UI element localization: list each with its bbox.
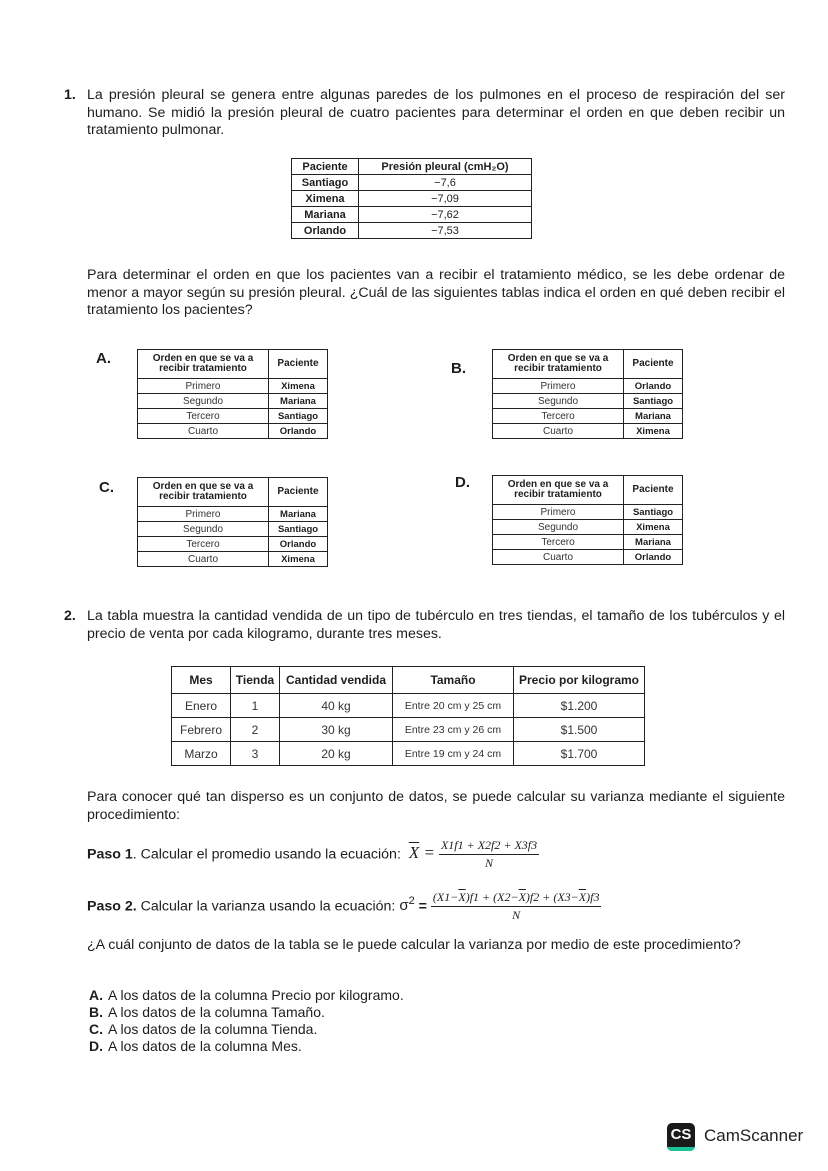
step-1-text: . Calcular el promedio usando la ecuación: — [132, 846, 401, 863]
table-row — [292, 191, 532, 207]
answer-c[interactable] — [89, 1021, 404, 1038]
cell-tienda: 3 — [231, 742, 280, 766]
header-tienda: Tienda — [231, 667, 280, 694]
header-paciente: Paciente — [269, 350, 328, 379]
patient-name: Mariana — [292, 207, 359, 223]
header-mes: Mes — [172, 667, 231, 694]
table-row — [138, 507, 328, 522]
header-presion: Presión pleural (cmH₂O) — [359, 159, 532, 175]
order-cell: Cuarto — [493, 550, 624, 565]
patient-cell: Ximena — [624, 520, 683, 535]
answer-text: A los datos de la columna Mes. — [108, 1038, 302, 1054]
sigma-char: σ — [399, 897, 409, 915]
option-d-table — [492, 475, 683, 565]
cell-tamano: Entre 19 cm y 24 cm — [393, 742, 514, 766]
patient-cell: Orlando — [624, 550, 683, 565]
patient-cell: Orlando — [269, 424, 328, 439]
table-header-row — [172, 667, 645, 694]
step-1-label: Paso 1 — [87, 846, 133, 863]
answer-a[interactable] — [89, 987, 404, 1004]
pressure-value: −7,53 — [359, 223, 532, 239]
header-tamano: Tamaño — [393, 667, 514, 694]
step-2-label: Paso 2. — [87, 898, 137, 915]
cell-precio: $1.700 — [514, 742, 645, 766]
cell-mes: Enero — [172, 694, 231, 718]
order-cell: Tercero — [138, 409, 269, 424]
tuber-table — [171, 666, 645, 766]
step-1-fraction — [439, 838, 539, 871]
cell-mes: Marzo — [172, 742, 231, 766]
question-1-prompt: Para determinar el orden en que los pacientes van a recibir el tratamiento médico, se les debe ordenar de menor a mayor según su presión pleural. ¿Cuál de las siguientes tablas indica el orden en qué deben recibir el tratamiento los pacientes? — [87, 267, 785, 318]
table-row — [493, 520, 683, 535]
table-row — [493, 379, 683, 394]
cell-mes: Febrero — [172, 718, 231, 742]
step-2-fraction — [431, 890, 602, 923]
table-row — [138, 522, 328, 537]
question-2-number: 2. — [64, 608, 76, 624]
cell-tamano: Entre 23 cm y 26 cm — [393, 718, 514, 742]
order-cell: Cuarto — [138, 552, 269, 567]
order-cell: Cuarto — [138, 424, 269, 439]
question-2-intro: La tabla muestra la cantidad vendida de un tipo de tubérculo en tres tiendas, el tamaño de los tubérculos y el precio de venta por cada kilogramo, durante tres meses. — [87, 608, 785, 642]
answer-label: B. — [89, 1004, 103, 1020]
table-row — [172, 694, 645, 718]
order-cell: Segundo — [138, 394, 269, 409]
order-cell: Tercero — [493, 535, 624, 550]
question-2-prompt: ¿A cuál conjunto de datos de la tabla se le puede calcular la varianza por medio de este procedimiento? — [87, 937, 741, 953]
num-part: )f1 + (X2− — [465, 890, 519, 904]
logo-accent-bar — [667, 1147, 695, 1151]
patient-cell: Santiago — [269, 409, 328, 424]
order-cell: Tercero — [138, 537, 269, 552]
patient-cell: Santiago — [624, 505, 683, 520]
sigma-symbol — [399, 897, 414, 914]
x-bar-symbol: $\overline{X}$ — [518, 890, 526, 904]
table-header-row — [292, 159, 532, 175]
x-bar-symbol: $\overline{X}$ — [408, 843, 420, 863]
patient-cell: Mariana — [624, 409, 683, 424]
num-part: )f2 + (X3− — [525, 890, 579, 904]
order-cell: Segundo — [493, 520, 624, 535]
table-row — [493, 505, 683, 520]
table-row — [292, 175, 532, 191]
table-row — [138, 379, 328, 394]
cell-tienda: 2 — [231, 718, 280, 742]
patient-cell: Orlando — [269, 537, 328, 552]
header-orden: Orden en que se va a recibir tratamiento — [493, 476, 624, 505]
table-row — [138, 537, 328, 552]
patient-cell: Santiago — [624, 394, 683, 409]
header-paciente: Paciente — [624, 476, 683, 505]
cell-precio: $1.500 — [514, 718, 645, 742]
procedure-intro: Para conocer qué tan disperso es un conjunto de datos, se puede calcular su varianza mediante el siguiente procedimiento: — [87, 789, 785, 823]
cell-cantidad: 20 kg — [280, 742, 393, 766]
logo-text: CS — [670, 1126, 692, 1143]
patient-cell: Santiago — [269, 522, 328, 537]
option-c-label[interactable]: C. — [99, 479, 114, 496]
option-d-label[interactable]: D. — [455, 474, 470, 491]
order-cell: Segundo — [138, 522, 269, 537]
table-row — [138, 394, 328, 409]
num-part: )f3 — [586, 890, 600, 904]
pressure-table — [291, 158, 532, 239]
patient-cell: Ximena — [269, 379, 328, 394]
pressure-value: −7,62 — [359, 207, 532, 223]
patient-name: Santiago — [292, 175, 359, 191]
answer-text: A los datos de la columna Tamaño. — [108, 1004, 325, 1020]
x-bar-symbol: $\overline{X}$ — [458, 890, 466, 904]
table-row — [292, 223, 532, 239]
order-cell: Primero — [493, 379, 624, 394]
table-row — [292, 207, 532, 223]
answer-b[interactable] — [89, 1004, 404, 1021]
header-orden: Orden en que se va a recibir tratamiento — [493, 350, 624, 379]
step-2-numerator — [431, 890, 602, 907]
order-cell: Cuarto — [493, 424, 624, 439]
patient-cell: Ximena — [269, 552, 328, 567]
patient-name: Ximena — [292, 191, 359, 207]
sigma-exponent: 2 — [408, 895, 415, 908]
question-1-intro: La presión pleural se genera entre algunas paredes de los pulmones en el proceso de respiración del ser humano. Se midió la presión pleural de cuatro pacientes para determinar el orden en que deben recibir un tratamiento pulmonar. — [87, 87, 785, 138]
order-cell: Tercero — [493, 409, 624, 424]
table-row — [138, 552, 328, 567]
step-1-lhs: $\overline{X}$ = — [408, 843, 435, 863]
patient-cell: Mariana — [269, 507, 328, 522]
table-row — [138, 424, 328, 439]
answer-list — [89, 987, 404, 1055]
pressure-value: −7,09 — [359, 191, 532, 207]
patient-name: Orlando — [292, 223, 359, 239]
cell-tamano: Entre 20 cm y 25 cm — [393, 694, 514, 718]
table-row — [493, 550, 683, 565]
header-paciente: Paciente — [269, 478, 328, 507]
step-2-text: Calcular la varianza usando la ecuación: — [136, 898, 396, 915]
header-precio: Precio por kilogramo — [514, 667, 645, 694]
option-b-table — [492, 349, 683, 439]
step-1 — [87, 838, 539, 871]
order-cell: Primero — [138, 507, 269, 522]
order-cell: Segundo — [493, 394, 624, 409]
option-a-label[interactable]: A. — [96, 350, 111, 367]
table-row — [493, 409, 683, 424]
num-part: (X1− — [432, 890, 459, 904]
header-orden: Orden en que se va a recibir tratamiento — [138, 350, 269, 379]
cell-tienda: 1 — [231, 694, 280, 718]
order-cell: Primero — [493, 505, 624, 520]
answer-label: D. — [89, 1038, 103, 1054]
cell-cantidad: 40 kg — [280, 694, 393, 718]
header-cantidad: Cantidad vendida — [280, 667, 393, 694]
table-row — [493, 535, 683, 550]
table-row — [172, 718, 645, 742]
step-1-numerator: X1f1 + X2f2 + X3f3 — [439, 838, 539, 855]
answer-label: A. — [89, 987, 103, 1003]
camscanner-logo-icon — [667, 1123, 695, 1151]
x-bar-symbol: $\overline{X}$ — [578, 890, 587, 904]
camscanner-brand: CamScanner — [704, 1126, 804, 1145]
option-b-label[interactable]: B. — [451, 360, 466, 377]
table-row — [172, 742, 645, 766]
patient-cell: Ximena — [624, 424, 683, 439]
step-1-denominator: N — [485, 856, 494, 870]
header-paciente: Paciente — [624, 350, 683, 379]
patient-cell: Mariana — [269, 394, 328, 409]
answer-text: A los datos de la columna Tienda. — [108, 1021, 318, 1037]
header-paciente: Paciente — [292, 159, 359, 175]
step-2: Paso 2. Calcular la varianza usando la ecuación: $\sigma^2$ = $\frac{(X1-\overline{X})f1 + (X2-\overline{X})f2 + (X3-\overline{X})f3}{N}$ — [87, 890, 600, 922]
option-a-table — [137, 349, 328, 439]
option-c-table — [137, 477, 328, 567]
table-row — [138, 409, 328, 424]
order-cell: Primero — [138, 379, 269, 394]
patient-cell: Mariana — [624, 535, 683, 550]
header-orden: Orden en que se va a recibir tratamiento — [138, 478, 269, 507]
table-row — [493, 394, 683, 409]
patient-cell: Orlando — [624, 379, 683, 394]
cell-precio: $1.200 — [514, 694, 645, 718]
answer-text: A los datos de la columna Precio por kilogramo. — [108, 987, 404, 1003]
answer-d[interactable] — [89, 1038, 404, 1055]
pressure-value: −7,6 — [359, 175, 532, 191]
question-1-number: 1. — [64, 87, 76, 103]
answer-label: C. — [89, 1021, 103, 1037]
cell-cantidad: 30 kg — [280, 718, 393, 742]
step-2-denominator: N — [512, 908, 521, 922]
table-row — [493, 424, 683, 439]
